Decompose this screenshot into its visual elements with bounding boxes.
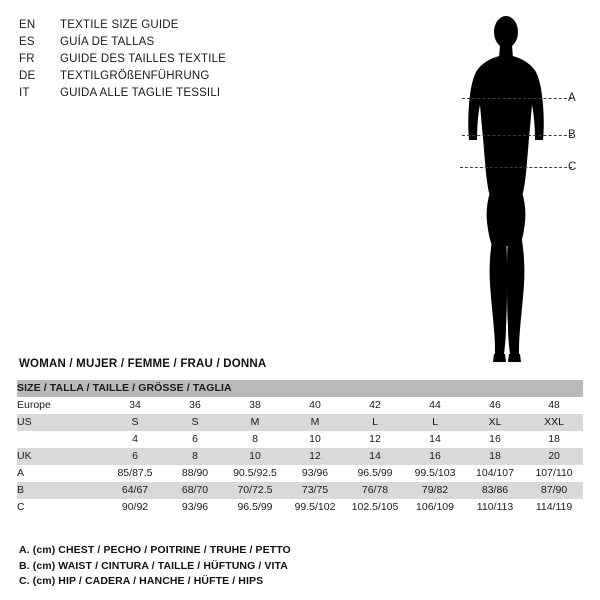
row-label-europe: Europe <box>17 397 105 414</box>
cell: 36 <box>165 397 225 414</box>
table-row <box>17 465 583 482</box>
cell: 10 <box>285 431 345 448</box>
table-row <box>17 414 583 431</box>
silhouette-icon <box>430 10 590 370</box>
cell: 110/113 <box>465 499 525 516</box>
measure-line-a <box>462 98 572 100</box>
cell: 16 <box>405 448 465 465</box>
cell: 6 <box>165 431 225 448</box>
language-code-de: DE <box>19 70 36 82</box>
cell: 64/67 <box>105 482 165 499</box>
language-code-it: IT <box>19 87 30 99</box>
cell: 99.5/103 <box>405 465 465 482</box>
cell: L <box>345 414 405 431</box>
cell: 68/70 <box>165 482 225 499</box>
cell: 88/90 <box>165 465 225 482</box>
language-text-de: TEXTILGRÖßENFÜHRUNG <box>60 70 210 82</box>
table-row <box>17 448 583 465</box>
cell: 14 <box>345 448 405 465</box>
table-row <box>17 482 583 499</box>
row-label-uk: UK <box>17 448 105 465</box>
cell: XL <box>465 414 525 431</box>
language-text-es: GUÍA DE TALLAS <box>60 36 155 48</box>
cell: 12 <box>345 431 405 448</box>
cell: 96.5/99 <box>225 499 285 516</box>
gender-title: WOMAN / MUJER / FEMME / FRAU / DONNA <box>19 358 267 370</box>
table-row <box>17 397 583 414</box>
language-text-fr: GUIDE DES TAILLES TEXTILE <box>60 53 227 65</box>
note-c: C. (cm) HIP / CADERA / HANCHE / HÜFTE / HIPS <box>19 575 264 587</box>
cell: 87/90 <box>525 482 583 499</box>
cell: 18 <box>525 431 583 448</box>
female-silhouette-figure <box>430 10 590 370</box>
cell: 34 <box>105 397 165 414</box>
cell: 70/72.5 <box>225 482 285 499</box>
cell: 102.5/105 <box>345 499 405 516</box>
measure-line-c <box>460 167 572 169</box>
cell: 12 <box>285 448 345 465</box>
size-table <box>17 380 583 516</box>
measure-line-b <box>462 135 572 137</box>
cell: 20 <box>525 448 583 465</box>
language-row <box>19 51 319 68</box>
row-label-c: C <box>17 499 105 516</box>
cell: 42 <box>345 397 405 414</box>
table-header-row <box>17 380 583 397</box>
cell: XXL <box>525 414 583 431</box>
cell: 46 <box>465 397 525 414</box>
language-row <box>19 85 319 102</box>
cell: 107/110 <box>525 465 583 482</box>
cell: 90/92 <box>105 499 165 516</box>
cell: 10 <box>225 448 285 465</box>
cell: 114/119 <box>525 499 583 516</box>
cell: 48 <box>525 397 583 414</box>
cell: 73/75 <box>285 482 345 499</box>
measurement-notes <box>19 543 579 590</box>
cell: 44 <box>405 397 465 414</box>
cell: 93/96 <box>165 499 225 516</box>
cell: 93/96 <box>285 465 345 482</box>
cell: 8 <box>225 431 285 448</box>
cell: 8 <box>165 448 225 465</box>
cell: M <box>225 414 285 431</box>
cell: 104/107 <box>465 465 525 482</box>
measure-label-c: C <box>568 161 577 173</box>
cell: 14 <box>405 431 465 448</box>
language-text-it: GUIDA ALLE TAGLIE TESSILI <box>60 87 221 99</box>
language-row <box>19 34 319 51</box>
language-row <box>19 17 319 34</box>
cell: 85/87.5 <box>105 465 165 482</box>
row-label-us: US <box>17 414 105 431</box>
cell: 16 <box>465 431 525 448</box>
cell: 38 <box>225 397 285 414</box>
note-a: A. (cm) CHEST / PECHO / POITRINE / TRUHE / PETTO <box>19 544 291 556</box>
measure-label-a: A <box>568 92 576 104</box>
row-label-us-numeric <box>17 431 105 448</box>
cell: 99.5/102 <box>285 499 345 516</box>
cell: S <box>165 414 225 431</box>
note-b: B. (cm) WAIST / CINTURA / TAILLE / HÜFTUNG / VITA <box>19 559 288 572</box>
cell: 79/82 <box>405 482 465 499</box>
cell: M <box>285 414 345 431</box>
cell: 18 <box>465 448 525 465</box>
cell: 106/109 <box>405 499 465 516</box>
table-header-label: SIZE / TALLA / TAILLE / GRÖSSE / TAGLIA <box>17 380 583 397</box>
cell: 4 <box>105 431 165 448</box>
size-table-wrapper <box>17 380 583 516</box>
language-code-es: ES <box>19 36 35 48</box>
table-row <box>17 499 583 516</box>
row-label-b: B <box>17 482 105 499</box>
table-row <box>17 431 583 448</box>
cell: 40 <box>285 397 345 414</box>
cell: 83/86 <box>465 482 525 499</box>
language-text-en: TEXTILE SIZE GUIDE <box>60 19 179 31</box>
cell: 90.5/92.5 <box>225 465 285 482</box>
cell: S <box>105 414 165 431</box>
cell: 76/78 <box>345 482 405 499</box>
cell: 96.5/99 <box>345 465 405 482</box>
row-label-a: A <box>17 465 105 482</box>
language-code-fr: FR <box>19 53 35 65</box>
cell: L <box>405 414 465 431</box>
language-header <box>19 17 319 102</box>
language-code-en: EN <box>19 19 36 31</box>
language-row <box>19 68 319 85</box>
cell: 6 <box>105 448 165 465</box>
measure-label-b: B <box>568 129 576 141</box>
